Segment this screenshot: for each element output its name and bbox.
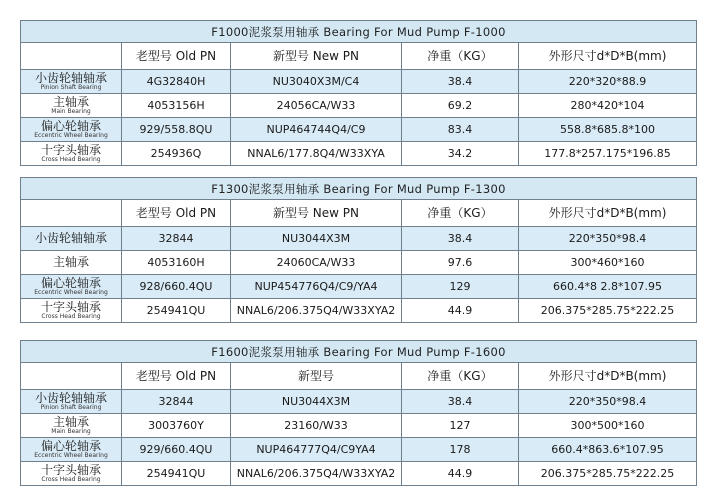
weight-cell: 178 [402, 438, 519, 462]
table-title: F1600泥浆泵用轴承 Bearing For Mud Pump F-1600 [21, 341, 697, 363]
weight-cell: 97.6 [402, 251, 519, 275]
table-row [21, 275, 697, 299]
row-label-cn: 十字头轴承 [40, 300, 101, 314]
new-pn-cell: 24060CA/W33 [231, 251, 402, 275]
header-dimensions: 外形尺寸d*D*B(mm) [519, 200, 697, 227]
row-label-en: Cross Head Bearing [41, 476, 101, 483]
row-label-en: Cross Head Bearing [41, 156, 101, 163]
old-pn-cell: 254941QU [122, 462, 231, 486]
row-label-en: Pinion Shaft Bearing [40, 84, 102, 91]
table-title: F1300泥浆泵用轴承 Bearing For Mud Pump F-1300 [21, 178, 697, 200]
weight-cell: 38.4 [402, 390, 519, 414]
old-pn-cell: 4053160H [122, 251, 231, 275]
weight-cell: 44.9 [402, 462, 519, 486]
new-pn-cell: NNAL6/206.375Q4/W33XYA2 [231, 299, 402, 323]
new-pn-cell: NUP464744Q4/C9 [231, 118, 402, 142]
old-pn-cell: 254936Q [122, 142, 231, 166]
row-label [21, 414, 122, 438]
dimensions-cell: 300*460*160 [519, 251, 697, 275]
table-row [21, 94, 697, 118]
row-label [21, 251, 122, 275]
new-pn-cell: NNAL6/206.375Q4/W33XYA2 [231, 462, 402, 486]
new-pn-cell: NUP454776Q4/C9/YA4 [231, 275, 402, 299]
row-label-en: Main Bearing [51, 108, 91, 115]
old-pn-cell: 3003760Y [122, 414, 231, 438]
weight-cell: 44.9 [402, 299, 519, 323]
table-f1600 [20, 340, 697, 486]
table-row [21, 462, 697, 486]
header-dimensions: 外形尺寸d*D*B(mm) [519, 363, 697, 390]
table-row [21, 251, 697, 275]
dimensions-cell: 220*350*98.4 [519, 390, 697, 414]
table-row [21, 390, 697, 414]
row-label [21, 227, 122, 251]
old-pn-cell: 929/660.4QU [122, 438, 231, 462]
dimensions-cell: 300*500*160 [519, 414, 697, 438]
dimensions-cell: 660.4*8 2.8*107.95 [519, 275, 697, 299]
row-label-cn: 偏心轮轴承 [40, 276, 101, 290]
header-new-pn: 新型号 [231, 363, 402, 390]
table-row [21, 438, 697, 462]
table-row [21, 118, 697, 142]
table-row [21, 299, 697, 323]
row-label-cn: 主轴承 [52, 95, 89, 109]
dimensions-cell: 220*320*88.9 [519, 70, 697, 94]
new-pn-cell: NNAL6/177.8Q4/W33XYA [231, 142, 402, 166]
weight-cell: 38.4 [402, 227, 519, 251]
row-label-en: Eccentric Wheel Bearing [34, 452, 108, 459]
header-weight: 净重（KG） [402, 363, 519, 390]
table-f1300 [20, 177, 697, 323]
header-weight: 净重（KG） [402, 43, 519, 70]
new-pn-cell: NU3040X3M/C4 [231, 70, 402, 94]
dimensions-cell: 177.8*257.175*196.85 [519, 142, 697, 166]
old-pn-cell: 928/660.4QU [122, 275, 231, 299]
dimensions-cell: 206.375*285.75*222.25 [519, 299, 697, 323]
row-label-cn: 小齿轮轴轴承 [34, 231, 107, 245]
header-dimensions: 外形尺寸d*D*B(mm) [519, 43, 697, 70]
row-label [21, 438, 122, 462]
header-empty [21, 363, 122, 390]
row-label [21, 94, 122, 118]
dimensions-cell: 660.4*863.6*107.95 [519, 438, 697, 462]
row-label [21, 299, 122, 323]
row-label-en: Eccentric Wheel Bearing [34, 132, 108, 139]
table-row [21, 70, 697, 94]
header-old-pn: 老型号 Old PN [122, 43, 231, 70]
weight-cell: 83.4 [402, 118, 519, 142]
row-label-cn: 主轴承 [52, 255, 89, 269]
header-old-pn: 老型号 Old PN [122, 200, 231, 227]
table-row [21, 227, 697, 251]
row-label-cn: 偏心轮轴承 [40, 119, 101, 133]
old-pn-cell: 4G32840H [122, 70, 231, 94]
row-label-en: Cross Head Bearing [41, 313, 101, 320]
new-pn-cell: NU3044X3M [231, 390, 402, 414]
row-label-cn: 十字头轴承 [40, 463, 101, 477]
old-pn-cell: 32844 [122, 390, 231, 414]
weight-cell: 38.4 [402, 70, 519, 94]
new-pn-cell: 24056CA/W33 [231, 94, 402, 118]
weight-cell: 129 [402, 275, 519, 299]
row-label [21, 462, 122, 486]
new-pn-cell: 23160/W33 [231, 414, 402, 438]
table-row [21, 142, 697, 166]
table-title: F1000泥浆泵用轴承 Bearing For Mud Pump F-1000 [21, 21, 697, 43]
dimensions-cell: 206.375*285.75*222.25 [519, 462, 697, 486]
row-label-cn: 十字头轴承 [40, 143, 101, 157]
row-label-en: Main Bearing [51, 428, 91, 435]
new-pn-cell: NUP464777Q4/C9YA4 [231, 438, 402, 462]
row-label [21, 390, 122, 414]
row-label [21, 142, 122, 166]
weight-cell: 127 [402, 414, 519, 438]
old-pn-cell: 929/558.8QU [122, 118, 231, 142]
header-weight: 净重（KG） [402, 200, 519, 227]
header-empty [21, 200, 122, 227]
dimensions-cell: 220*350*98.4 [519, 227, 697, 251]
row-label-en: Eccentric Wheel Bearing [34, 289, 108, 296]
header-empty [21, 43, 122, 70]
row-label [21, 118, 122, 142]
row-label-cn: 小齿轮轴轴承 [34, 71, 107, 85]
old-pn-cell: 254941QU [122, 299, 231, 323]
old-pn-cell: 32844 [122, 227, 231, 251]
row-label [21, 70, 122, 94]
table-row [21, 414, 697, 438]
new-pn-cell: NU3044X3M [231, 227, 402, 251]
row-label-cn: 主轴承 [52, 415, 89, 429]
table-f1000 [20, 20, 697, 166]
old-pn-cell: 4053156H [122, 94, 231, 118]
row-label-en: Pinion Shaft Bearing [40, 404, 102, 411]
dimensions-cell: 558.8*685.8*100 [519, 118, 697, 142]
header-new-pn: 新型号 New PN [231, 200, 402, 227]
weight-cell: 34.2 [402, 142, 519, 166]
header-new-pn: 新型号 New PN [231, 43, 402, 70]
weight-cell: 69.2 [402, 94, 519, 118]
dimensions-cell: 280*420*104 [519, 94, 697, 118]
header-old-pn: 老型号 Old PN [122, 363, 231, 390]
row-label-cn: 偏心轮轴承 [40, 439, 101, 453]
row-label-cn: 小齿轮轴轴承 [34, 391, 107, 405]
row-label [21, 275, 122, 299]
